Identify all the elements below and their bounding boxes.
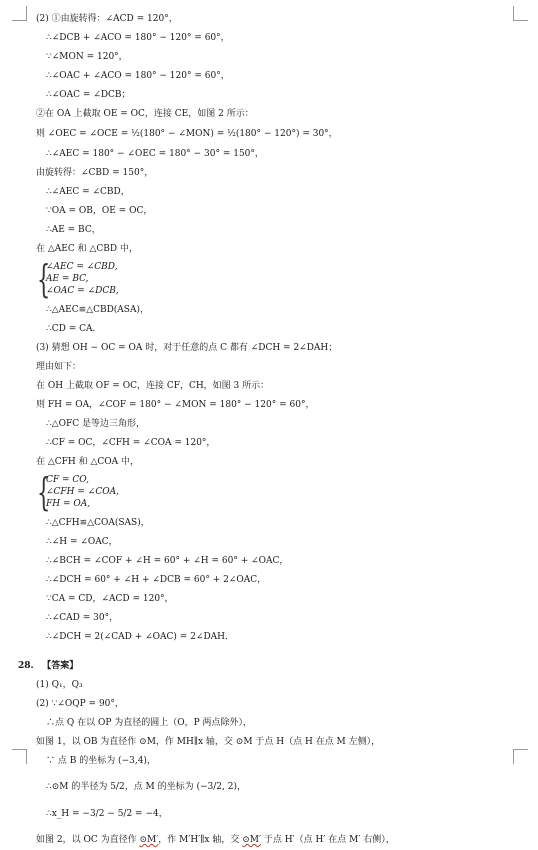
solution-line xyxy=(36,831,506,850)
question-28 xyxy=(18,657,506,850)
solution-line: ∴∠BCH = ∠COF + ∠H = 60° + ∠H = 60° + ∠OAC， xyxy=(46,556,289,566)
solution-line: 由旋转得：∠CBD = 150°， xyxy=(36,168,154,178)
solution-line: ∴∠CAD = 30°， xyxy=(46,613,119,623)
crop-mark-bottom-right xyxy=(513,749,528,764)
system-row: ∠AEC = ∠CBD, xyxy=(46,262,118,272)
solution-line: ∴CF = OC，∠CFH = ∠COA = 120°， xyxy=(46,438,216,448)
left-brace: { xyxy=(37,470,51,514)
equation-system xyxy=(36,257,506,301)
solution-line: 则 FH = OA，∠COF = 180° − ∠MON = 180° − 120° = 60°， xyxy=(36,400,315,410)
solution-line: (3) 猜想 OH − OC = OA 时，对于任意的点 C 都有 ∠DCH = 2∠DAH； xyxy=(36,343,338,353)
solution-line: ∵CA = CD，∠ACD = 120°， xyxy=(46,594,174,604)
solution-line: 在 △AEC 和 △CBD 中， xyxy=(36,244,138,254)
solution-line: ∵ 点 B 的坐标为 (−3,4)， xyxy=(46,756,156,766)
crop-mark-bottom-left xyxy=(12,749,27,764)
solution-line: ∴△CFH≌△COA(SAS)， xyxy=(46,518,150,528)
solution-line: 在 △CFH 和 △COA 中， xyxy=(36,457,140,467)
solution-line: 则 ∠OEC = ∠OCE = ½(180° − ∠MON) = ½(180° − 120°) = 30°， xyxy=(36,129,338,139)
crop-mark-top-left xyxy=(12,6,27,21)
question-number: 28. xyxy=(18,661,34,671)
solution-line: ∴∠AEC = ∠CBD， xyxy=(46,187,130,197)
solution-line: 在 OH 上截取 OF = OC，连接 CF，CH，如图 3 所示： xyxy=(36,381,270,391)
left-brace: { xyxy=(37,257,51,301)
solution-line: ∴△AEC≌△CBD(ASA)， xyxy=(46,305,149,315)
solution-line: ∴∠DCB + ∠ACO = 180° − 120° = 60°， xyxy=(46,33,230,43)
system-row: ∠CFH = ∠COA, xyxy=(46,487,119,497)
solution-line: ∴∠DCH = 60° + ∠H + ∠DCB = 60° + 2∠OAC， xyxy=(46,575,267,585)
solution-line: ∴∠AEC = 180° − ∠OEC = 180° − 30° = 150°， xyxy=(46,149,264,159)
system-row: CF = CO, xyxy=(46,475,89,485)
system-row: ∠OAC = ∠DCB, xyxy=(46,286,119,296)
solution-line: ∴点 Q 在以 OP 为直径的圆上（O，P 两点除外）， xyxy=(46,718,253,728)
solution-line: ∵∠MON = 120°， xyxy=(46,52,128,62)
solution-document xyxy=(18,10,506,850)
text-segment: ，作 M′H′∥x 轴，交 xyxy=(158,835,243,845)
crop-mark-top-right xyxy=(513,6,528,21)
solution-line: ∴x_H = −3/2 − 5/2 = −4， xyxy=(46,809,168,819)
solution-line: ②在 OA 上截取 OE = OC，连接 CE，如图 2 所示： xyxy=(36,109,254,119)
equation-system xyxy=(36,470,506,514)
circle-m-prime: ⊙M′ xyxy=(139,835,159,845)
answer-part-2: (2) ∵∠OQP = 90°， xyxy=(36,699,124,709)
system-row: FH = OA, xyxy=(46,499,91,509)
solution-line: ∴AE = BC， xyxy=(46,225,101,235)
solution-line: ∴∠OAC + ∠ACO = 180° − 120° = 60°， xyxy=(46,71,230,81)
solution-line: ∴∠OAC = ∠DCB； xyxy=(46,90,131,100)
solution-line: ∴⊙M 的半径为 5/2，点 M 的坐标为 (−3/2, 2)， xyxy=(46,782,246,792)
part-2-solution xyxy=(36,10,506,339)
solution-line: 如图 1，以 OB 为直径作 ⊙M，作 MH∥x 轴，交 ⊙M 于点 H（点 H 在点 M 左侧）， xyxy=(36,737,381,747)
solution-line: ∴CD = CA． xyxy=(46,324,102,334)
system-row: AE = BC, xyxy=(46,274,89,284)
answer-part-1: (1) Q₁，Q₃ xyxy=(36,680,83,690)
question-header xyxy=(18,657,506,676)
solution-line: ∴∠H = ∠OAC， xyxy=(46,537,118,547)
answer-label: 【答案】 xyxy=(42,661,79,671)
solution-line: ∵OA = OB，OE = OC， xyxy=(46,206,153,216)
circle-m-prime: ⊙M′ xyxy=(242,835,262,845)
solution-line: (2) ①由旋转得：∠ACD = 120°， xyxy=(36,14,178,24)
part-3-solution xyxy=(36,339,506,647)
text-segment: 如图 2，以 OC 为直径作 xyxy=(36,835,140,845)
solution-line: 理由如下： xyxy=(36,362,82,372)
solution-line: ∴△OFC 是等边三角形， xyxy=(46,419,146,429)
text-segment: 于点 H′（点 H′ 在点 M′ 右侧）， xyxy=(261,835,395,845)
solution-line: ∴∠DCH = 2(∠CAD + ∠OAC) = 2∠DAH． xyxy=(46,632,235,642)
